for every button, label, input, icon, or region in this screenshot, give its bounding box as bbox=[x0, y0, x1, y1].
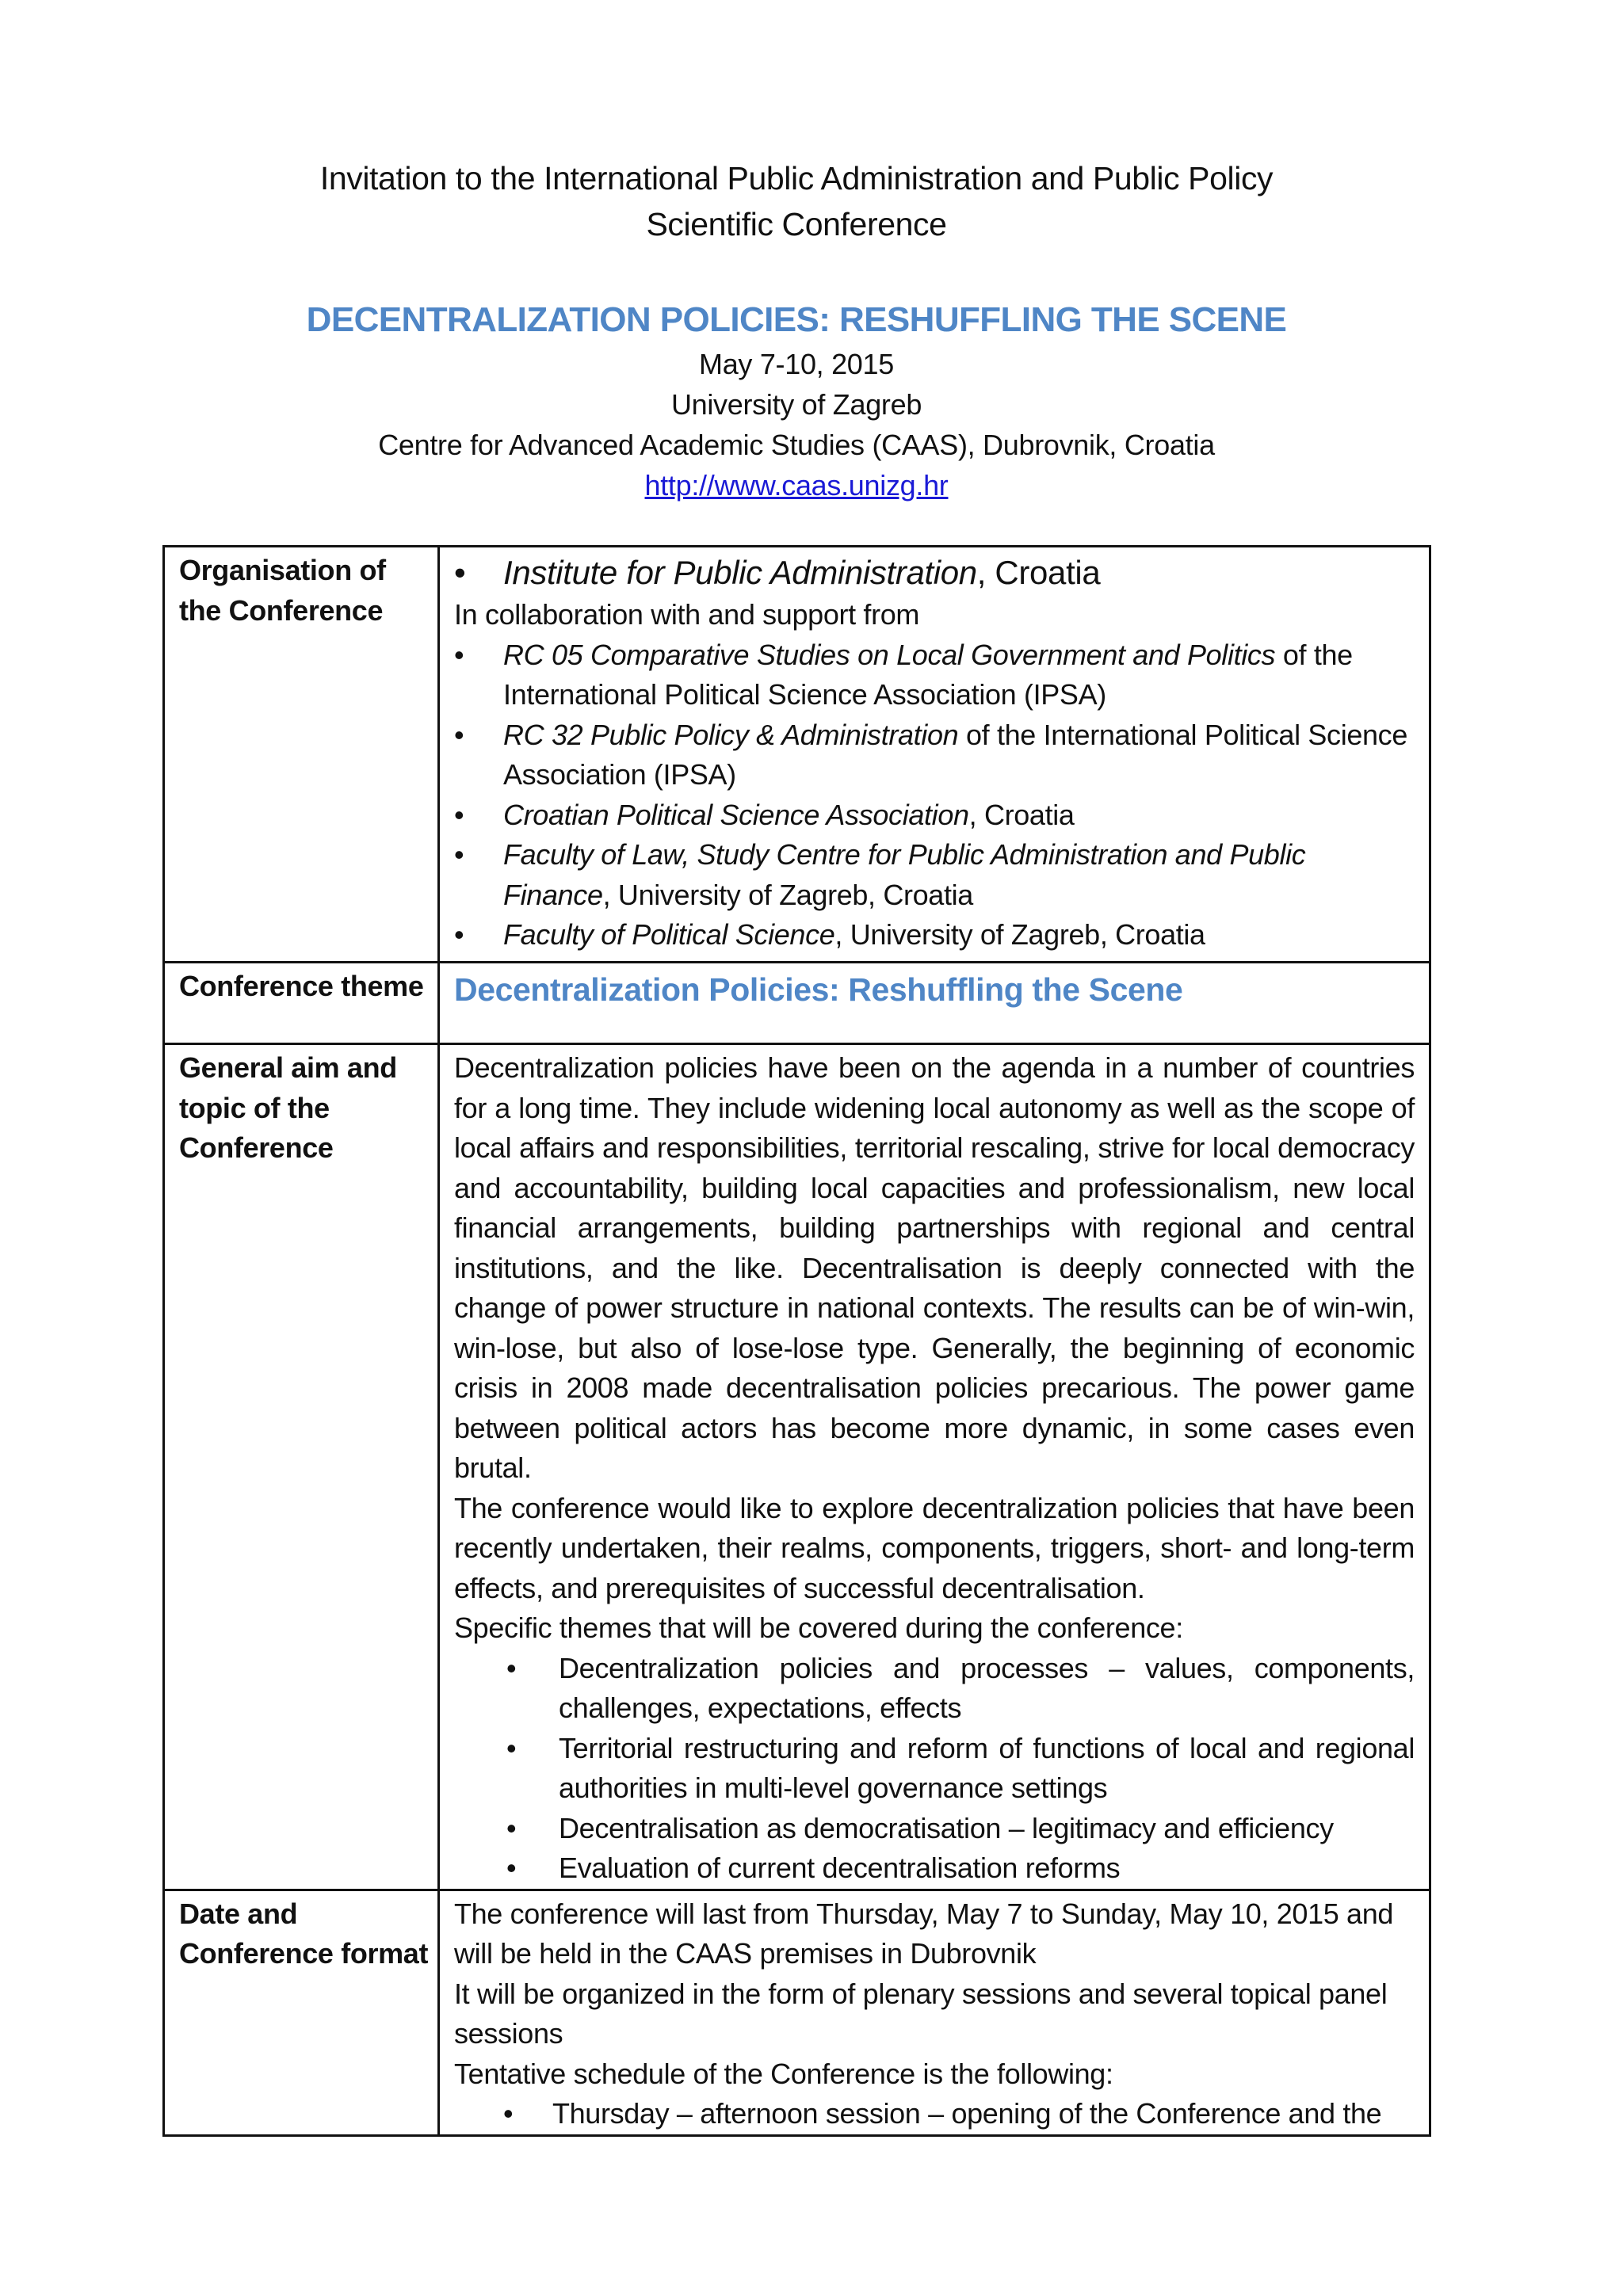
format-line-2: It will be organized in the form of plenary sessions and several topical panel sessions bbox=[454, 1977, 1388, 2050]
collaboration-intro: In collaboration with and support from bbox=[454, 598, 920, 631]
partner-name: RC 32 Public Policy & Administration bbox=[503, 718, 959, 751]
aim-paragraph-2: The conference would like to explore decentralization policies that have been recently undertaken, their realms, components, triggers, short- and long-term effects, and prerequisites of successful decentralisation. bbox=[454, 1491, 1415, 1604]
partner-name: RC 05 Comparative Studies on Local Government and Politics bbox=[503, 638, 1276, 671]
partner-item: • Faculty of Law, Study Centre for Public Administration and Public Finance, University of Zagreb, Croatia bbox=[454, 835, 1415, 915]
schedule-item: • Thursday – afternoon session – opening of the Conference and the bbox=[454, 2094, 1415, 2134]
theme-item: • Territorial restructuring and reform of functions of local and regional authorities in multi-level governance settings bbox=[454, 1729, 1415, 1809]
partner-item: • RC 05 Comparative Studies on Local Government and Politics of the International Political Science Association (IPSA) bbox=[454, 635, 1415, 715]
conference-title: DECENTRALIZATION POLICIES: RESHUFFLING THE SCENE bbox=[306, 300, 1287, 339]
format-line-3: Tentative schedule of the Conference is the following: bbox=[454, 2057, 1113, 2090]
row-label: Organisation of the Conference bbox=[164, 547, 439, 963]
row-label: Date and Conference format bbox=[164, 1890, 439, 2135]
invitation-heading bbox=[162, 155, 1430, 247]
format-line-1: The conference will last from Thursday, May 7 to Sunday, May 10, 2015 and will be held in the CAAS premises in Dubrovnik bbox=[454, 1897, 1394, 1970]
conference-dates: May 7-10, 2015 bbox=[699, 348, 894, 380]
table-row-general-aim bbox=[164, 1044, 1430, 1890]
theme-item: • Decentralisation as democratisation – legitimacy and efficiency bbox=[454, 1809, 1415, 1849]
partner-item: • RC 32 Public Policy & Administration of the International Political Science Association (IPSA) bbox=[454, 715, 1415, 795]
document-header bbox=[162, 155, 1430, 505]
partner-name: Faculty of Law, Study Centre for Public Administration and Public Finance bbox=[503, 838, 1306, 911]
table-row-organisation bbox=[164, 547, 1430, 963]
row-content-date-format bbox=[439, 1890, 1430, 2135]
table-row-date-format bbox=[164, 1890, 1430, 2135]
theme-title: Decentralization Policies: Reshuffling the Scene bbox=[454, 971, 1183, 1008]
row-label: Conference theme bbox=[164, 963, 439, 1044]
conference-info-table bbox=[162, 545, 1431, 2137]
website-link[interactable]: http://www.caas.unizg.hr bbox=[644, 469, 949, 502]
organizer-item: • Institute for Public Administration, Croatia bbox=[454, 551, 1415, 595]
invitation-line-2: Scientific Conference bbox=[646, 206, 947, 242]
partner-name: Faculty of Political Science bbox=[503, 918, 835, 951]
university-name: University of Zagreb bbox=[670, 388, 922, 421]
row-content-theme bbox=[439, 963, 1430, 1044]
venue: Centre for Advanced Academic Studies (CAAS), Dubrovnik, Croatia bbox=[378, 429, 1215, 461]
table-row-theme bbox=[164, 963, 1430, 1044]
organizer-name: Institute for Public Administration bbox=[503, 554, 977, 591]
row-content-organisation bbox=[439, 547, 1430, 963]
aim-paragraph-1: Decentralization policies have been on the agenda in a number of countries for a long time. They include widening local autonomy as well as the scope of local affairs and responsibilities, territorial rescaling, strive for local democracy and accountability, building local capacities and professionalism, new local financial arrangements, building partnerships with regional and central institutions, and the like. Decentralisation is deeply connected with the change of power structure in national contexts. The results can be of win-win, win-lose, but also of lose-lose type. Generally, the beginning of economic crisis in 2008 made decentralisation policies precarious. The power game between political actors has become more dynamic, in some cases even brutal. bbox=[454, 1051, 1415, 1484]
themes-intro: Specific themes that will be covered during the conference: bbox=[454, 1611, 1183, 1644]
partner-name: Croatian Political Science Association bbox=[503, 798, 969, 831]
theme-item: • Evaluation of current decentralisation reforms bbox=[454, 1848, 1415, 1889]
partner-item: • Faculty of Political Science, University of Zagreb, Croatia bbox=[454, 915, 1415, 955]
theme-item: • Decentralization policies and processes – values, components, challenges, expectations, effects bbox=[454, 1649, 1415, 1729]
row-label: General aim and topic of the Conference bbox=[164, 1044, 439, 1890]
partner-item: • Croatian Political Science Association, Croatia bbox=[454, 795, 1415, 836]
invitation-line-1: Invitation to the International Public Administration and Public Policy bbox=[319, 160, 1274, 196]
row-content-general-aim bbox=[439, 1044, 1430, 1890]
